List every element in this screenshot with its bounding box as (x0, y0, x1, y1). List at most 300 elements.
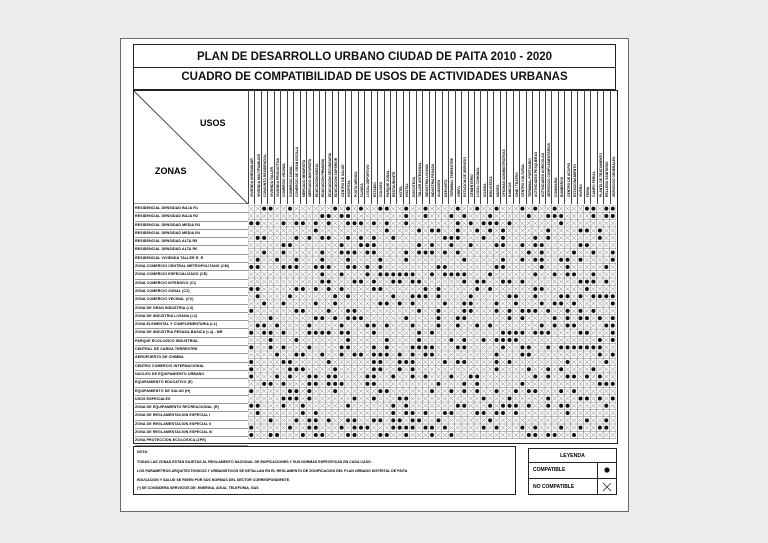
no-compatible-cross (423, 367, 427, 371)
no-compatible-cross (469, 236, 473, 240)
use-label: ESTADIO (372, 182, 377, 197)
no-compatible-cross (578, 265, 582, 269)
no-compatible-cross (449, 382, 453, 386)
no-compatible-cross (268, 374, 272, 378)
no-compatible-cross (301, 331, 305, 335)
no-compatible-cross (449, 367, 453, 371)
no-compatible-cross (559, 206, 563, 210)
no-compatible-cross (320, 411, 324, 415)
no-compatible-cross (275, 331, 279, 335)
no-compatible-cross (391, 331, 395, 335)
compatible-dot (333, 375, 337, 379)
no-compatible-cross (410, 396, 414, 400)
no-compatible-cross (417, 316, 421, 320)
no-compatible-cross (552, 309, 556, 313)
no-compatible-cross (359, 374, 363, 378)
use-label: ESTACION DE SERVICIO (463, 156, 468, 197)
no-compatible-cross (488, 316, 492, 320)
no-compatible-cross (462, 433, 466, 437)
no-compatible-cross (430, 279, 434, 283)
no-compatible-cross (443, 338, 447, 342)
compatible-dot (346, 207, 350, 211)
no-compatible-cross (611, 221, 615, 225)
compatible-dot (404, 272, 408, 276)
compatible-dot (598, 338, 602, 342)
compatible-dot (482, 396, 486, 400)
no-compatible-cross (469, 206, 473, 210)
zone-row: ZONA COMERCIO VECINAL (CV) (135, 296, 248, 304)
no-compatible-cross (527, 418, 531, 422)
no-compatible-cross (255, 374, 259, 378)
no-compatible-cross (417, 352, 421, 356)
compatible-dot (559, 404, 563, 408)
compatible-dot (417, 229, 421, 233)
no-compatible-cross (604, 316, 608, 320)
compatible-dot (365, 272, 369, 276)
no-compatible-cross (262, 396, 266, 400)
compatible-dot (604, 382, 608, 386)
no-compatible-cross (352, 382, 356, 386)
no-compatible-cross (462, 352, 466, 356)
no-compatible-cross (475, 360, 479, 364)
no-compatible-cross (404, 389, 408, 393)
no-compatible-cross (249, 250, 253, 254)
compatible-dot (333, 382, 337, 386)
compatible-dot (320, 280, 324, 284)
no-compatible-cross (565, 382, 569, 386)
compatible-dot (591, 309, 595, 313)
compatible-dot (578, 396, 582, 400)
no-compatible-cross (333, 236, 337, 240)
no-compatible-cross (398, 250, 402, 254)
compatible-dot (249, 345, 253, 349)
no-compatible-cross (301, 360, 305, 364)
compatible-dot (514, 331, 518, 335)
no-compatible-cross (598, 404, 602, 408)
compatible-dot (520, 331, 524, 335)
compatible-dot (288, 389, 292, 393)
use-label: EDUCACION SECUNDARIA (327, 152, 332, 197)
no-compatible-cross (417, 382, 421, 386)
no-compatible-cross (488, 396, 492, 400)
compatible-dot (372, 360, 376, 364)
no-compatible-cross (559, 396, 563, 400)
compatible-dot (294, 338, 298, 342)
cross-icon (597, 479, 616, 495)
no-compatible-cross (443, 382, 447, 386)
no-compatible-cross (462, 206, 466, 210)
compatible-dot (346, 404, 350, 408)
no-compatible-cross (462, 236, 466, 240)
no-compatible-cross (378, 316, 382, 320)
no-compatible-cross (449, 287, 453, 291)
no-compatible-cross (520, 389, 524, 393)
no-compatible-cross (391, 433, 395, 437)
compatible-dot (269, 433, 273, 437)
no-compatible-cross (507, 411, 511, 415)
no-compatible-cross (520, 396, 524, 400)
no-compatible-cross (249, 382, 253, 386)
use-label: VIVIENDA PRODUCTIVA (276, 158, 281, 197)
compatible-dot (436, 309, 440, 313)
no-compatible-cross (494, 214, 498, 218)
compatible-dot (288, 396, 292, 400)
compatible-dot (398, 426, 402, 430)
no-compatible-cross (398, 243, 402, 247)
no-compatible-cross (255, 367, 259, 371)
no-compatible-cross (249, 272, 253, 276)
compatible-dot (262, 382, 266, 386)
no-compatible-cross (449, 228, 453, 232)
no-compatible-cross (565, 243, 569, 247)
no-compatible-cross (598, 418, 602, 422)
no-compatible-cross (488, 206, 492, 210)
no-compatible-cross (281, 214, 285, 218)
no-compatible-cross (275, 345, 279, 349)
no-compatible-cross (578, 382, 582, 386)
no-compatible-cross (365, 214, 369, 218)
no-compatible-cross (372, 214, 376, 218)
no-compatible-cross (320, 404, 324, 408)
no-compatible-cross (514, 243, 518, 247)
no-compatible-cross (417, 265, 421, 269)
no-compatible-cross (456, 411, 460, 415)
compatible-dot (411, 294, 415, 298)
compatible-dot (611, 316, 615, 320)
no-compatible-cross (346, 243, 350, 247)
no-compatible-cross (546, 279, 550, 283)
no-compatible-cross (546, 258, 550, 262)
no-compatible-cross (514, 396, 518, 400)
no-compatible-cross (585, 352, 589, 356)
no-compatible-cross (327, 243, 331, 247)
no-compatible-cross (275, 272, 279, 276)
no-compatible-cross (591, 287, 595, 291)
no-compatible-cross (449, 221, 453, 225)
compatible-dot (604, 294, 608, 298)
no-compatible-cross (262, 425, 266, 429)
no-compatible-cross (514, 316, 518, 320)
compatible-dot (282, 345, 286, 349)
compatible-dot (256, 265, 260, 269)
compatible-dot (340, 382, 344, 386)
no-compatible-cross (475, 250, 479, 254)
use-label: CAMPO FERIAL (592, 171, 597, 197)
compatible-dot (294, 396, 298, 400)
no-compatible-cross (294, 214, 298, 218)
no-compatible-cross (552, 331, 556, 335)
no-compatible-cross (469, 258, 473, 262)
no-compatible-cross (469, 272, 473, 276)
no-compatible-cross (527, 294, 531, 298)
compatible-dot (514, 294, 518, 298)
compatible-dot (553, 323, 557, 327)
no-compatible-cross (443, 316, 447, 320)
no-compatible-cross (546, 382, 550, 386)
compatible-dot (307, 236, 311, 240)
no-compatible-cross (359, 228, 363, 232)
no-compatible-cross (462, 331, 466, 335)
compatible-dot (262, 236, 266, 240)
no-compatible-cross (507, 243, 511, 247)
compatible-dot (462, 309, 466, 313)
compatible-dot (301, 433, 305, 437)
no-compatible-cross (559, 360, 563, 364)
no-compatible-cross (372, 272, 376, 276)
compatible-dot (307, 426, 311, 430)
no-compatible-cross (339, 396, 343, 400)
no-compatible-cross (314, 309, 318, 313)
no-compatible-cross (527, 206, 531, 210)
no-compatible-cross (327, 345, 331, 349)
no-compatible-cross (520, 404, 524, 408)
no-compatible-cross (404, 243, 408, 247)
compatible-dot (482, 426, 486, 430)
compatible-dot (585, 345, 589, 349)
no-compatible-cross (475, 433, 479, 437)
no-compatible-cross (320, 425, 324, 429)
compatible-dot (514, 411, 518, 415)
no-compatible-cross (275, 265, 279, 269)
no-compatible-cross (268, 265, 272, 269)
no-compatible-cross (255, 433, 259, 437)
no-compatible-cross (514, 258, 518, 262)
no-compatible-cross (488, 433, 492, 437)
no-compatible-cross (540, 206, 544, 210)
no-compatible-cross (481, 258, 485, 262)
compatible-dot (566, 323, 570, 327)
no-compatible-cross (314, 345, 318, 349)
no-compatible-cross (527, 221, 531, 225)
compatible-dot (340, 243, 344, 247)
compatible-dot (495, 389, 499, 393)
zone-row: CENTRAL DE CARGA TERRESTRE (135, 346, 248, 354)
no-compatible-cross (507, 345, 511, 349)
no-compatible-cross (294, 425, 298, 429)
compatible-dot (359, 316, 363, 320)
no-compatible-cross (333, 221, 337, 225)
compatible-dot (262, 331, 266, 335)
compatible-dot (307, 375, 311, 379)
no-compatible-cross (359, 309, 363, 313)
no-compatible-cross (559, 323, 563, 327)
no-compatible-cross (410, 243, 414, 247)
no-compatible-cross (611, 236, 615, 240)
compatible-dot (604, 418, 608, 422)
compatible-dot (430, 345, 434, 349)
no-compatible-cross (288, 228, 292, 232)
no-compatible-cross (462, 221, 466, 225)
no-compatible-cross (572, 411, 576, 415)
no-compatible-cross (339, 367, 343, 371)
compatible-dot (546, 404, 550, 408)
no-compatible-cross (294, 404, 298, 408)
compatible-dot (346, 250, 350, 254)
compatible-dot (533, 433, 537, 437)
no-compatible-cross (391, 287, 395, 291)
no-compatible-cross (255, 352, 259, 356)
no-compatible-cross (372, 294, 376, 298)
use-label: OFICINAS ADMINISTRATIVAS (502, 149, 506, 197)
no-compatible-cross (404, 265, 408, 269)
no-compatible-cross (281, 228, 285, 232)
no-compatible-cross (559, 382, 563, 386)
compatible-dot (488, 272, 492, 276)
compatible-dot (417, 309, 421, 313)
compatible-dot (482, 411, 486, 415)
compatible-dot (604, 265, 608, 269)
no-compatible-cross (339, 360, 343, 364)
no-compatible-cross (604, 433, 608, 437)
no-compatible-cross (546, 287, 550, 291)
no-compatible-cross (391, 228, 395, 232)
compatible-dot (578, 280, 582, 284)
no-compatible-cross (578, 338, 582, 342)
no-compatible-cross (598, 331, 602, 335)
no-compatible-cross (578, 360, 582, 364)
no-compatible-cross (572, 265, 576, 269)
no-compatible-cross (417, 360, 421, 364)
no-compatible-cross (430, 316, 434, 320)
no-compatible-cross (527, 258, 531, 262)
no-compatible-cross (449, 250, 453, 254)
no-compatible-cross (520, 338, 524, 342)
no-compatible-cross (501, 301, 505, 305)
no-compatible-cross (352, 243, 356, 247)
zone-row: ZONA DE INDUSTRIA LIVIANA (I-2) (135, 313, 248, 321)
no-compatible-cross (352, 360, 356, 364)
no-compatible-cross (281, 433, 285, 437)
no-compatible-cross (572, 316, 576, 320)
compatible-dot (482, 338, 486, 342)
compatible-dot (566, 265, 570, 269)
compatible-dot (507, 331, 511, 335)
no-compatible-cross (404, 287, 408, 291)
compatible-dot (411, 272, 415, 276)
no-compatible-cross (307, 316, 311, 320)
compatible-dot (365, 323, 369, 327)
compatible-dot (482, 280, 486, 284)
no-compatible-cross (527, 338, 531, 342)
no-compatible-cross (456, 265, 460, 269)
use-column-headers (248, 90, 616, 204)
no-compatible-cross (255, 360, 259, 364)
no-compatible-cross (559, 433, 563, 437)
no-compatible-cross (417, 287, 421, 291)
no-compatible-cross (520, 228, 524, 232)
no-compatible-cross (430, 323, 434, 327)
no-compatible-cross (501, 433, 505, 437)
no-compatible-cross (475, 396, 479, 400)
compatible-dot (598, 375, 602, 379)
no-compatible-cross (527, 265, 531, 269)
compatible-dot (501, 345, 505, 349)
no-compatible-cross (475, 243, 479, 247)
no-compatible-cross (365, 418, 369, 422)
no-compatible-cross (249, 316, 253, 320)
no-compatible-cross (423, 360, 427, 364)
compatible-dot (546, 236, 550, 240)
use-column-header (610, 90, 617, 204)
zone-row: RESIDENCIAL DENSIDAD BAJA R1 (135, 205, 248, 213)
no-compatible-cross (320, 243, 324, 247)
compatible-dot (436, 316, 440, 320)
compatible-dot (475, 280, 479, 284)
no-compatible-cross (423, 228, 427, 232)
no-compatible-cross (391, 221, 395, 225)
compatible-dot (249, 287, 253, 291)
compatible-dot (501, 411, 505, 415)
compatible-dot (598, 382, 602, 386)
no-compatible-cross (333, 279, 337, 283)
no-compatible-cross (475, 272, 479, 276)
compatible-dot (469, 302, 473, 306)
compatible-dot (501, 265, 505, 269)
no-compatible-cross (327, 367, 331, 371)
use-label: SERVICIOS GENERALES (611, 156, 616, 197)
compatible-dot (591, 214, 595, 218)
no-compatible-cross (611, 374, 615, 378)
zone-list (135, 205, 248, 471)
no-compatible-cross (268, 228, 272, 232)
no-compatible-cross (533, 301, 537, 305)
no-compatible-cross (398, 236, 402, 240)
use-label: COMISARIA (553, 177, 558, 197)
zone-row: ZONA COMERCIO INTENSIVO (CI) (135, 280, 248, 288)
zone-row: RESIDENCIAL DENSIDAD BAJA R2 (135, 213, 248, 221)
compatible-dot (456, 207, 460, 211)
compatible-dot (585, 396, 589, 400)
page-subtitle: CUADRO DE COMPATIBILIDAD DE USOS DE ACTIVIDADES URBANAS (181, 71, 568, 83)
compatible-dot (436, 418, 440, 422)
no-compatible-cross (436, 389, 440, 393)
zone-row: RESIDENCIAL VIVIENDA TALLER R_R (135, 255, 248, 263)
no-compatible-cross (462, 411, 466, 415)
compatible-dot (398, 360, 402, 364)
no-compatible-cross (443, 433, 447, 437)
compatible-dot (340, 272, 344, 276)
no-compatible-cross (507, 367, 511, 371)
no-compatible-cross (314, 389, 318, 393)
no-compatible-cross (275, 206, 279, 210)
compatible-dot (346, 265, 350, 269)
compatible-dot (572, 323, 576, 327)
compatible-dot (294, 309, 298, 313)
no-compatible-cross (501, 418, 505, 422)
compatible-dot (249, 367, 253, 371)
compatible-dot (385, 433, 389, 437)
no-compatible-cross (372, 301, 376, 305)
compatible-dot (520, 258, 524, 262)
no-compatible-cross (294, 316, 298, 320)
no-compatible-cross (378, 345, 382, 349)
no-compatible-cross (398, 316, 402, 320)
compatible-dot (391, 426, 395, 430)
no-compatible-cross (565, 418, 569, 422)
use-label: FERIA (585, 186, 590, 197)
no-compatible-cross (333, 272, 337, 276)
compatible-dot (449, 243, 453, 247)
compatible-dot (475, 382, 479, 386)
no-compatible-cross (598, 301, 602, 305)
no-compatible-cross (514, 425, 518, 429)
compatible-dot (520, 280, 524, 284)
no-compatible-cross (404, 301, 408, 305)
no-compatible-cross (559, 418, 563, 422)
no-compatible-cross (301, 345, 305, 349)
compatible-dot (430, 229, 434, 233)
no-compatible-cross (475, 265, 479, 269)
